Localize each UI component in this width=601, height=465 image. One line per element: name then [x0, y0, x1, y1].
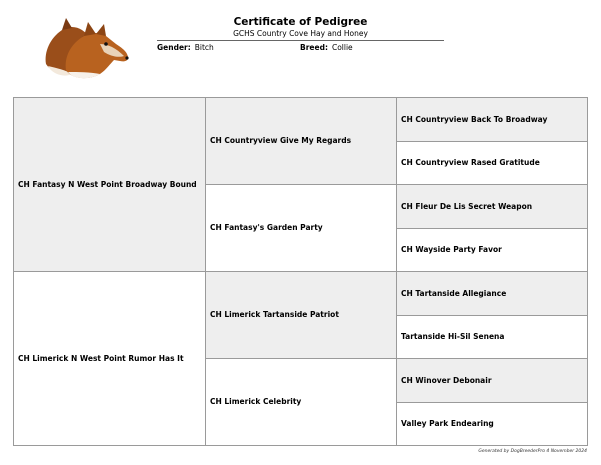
breed-label: Breed:	[300, 43, 328, 52]
gender-field	[157, 43, 214, 53]
great-grandparent-cell-7: CH Winover Debonair	[397, 359, 587, 403]
generated-by-note: Generated by DogBreederPro 4 November 2024	[478, 449, 587, 454]
paternal-grandsire-cell: CH Countryview Give My Regards	[206, 98, 397, 185]
sire-cell: CH Fantasy N West Point Broadway Bound	[14, 98, 206, 272]
pedigree-chart	[13, 97, 588, 446]
great-grandparent-cell-1: CH Countryview Back To Broadway	[397, 98, 587, 142]
maternal-granddam-cell: CH Limerick Celebrity	[206, 359, 397, 445]
certificate-title: Certificate of Pedigree	[233, 16, 368, 28]
great-grandparent-cell-8: Valley Park Endearing	[401, 419, 494, 428]
breed-field	[300, 43, 353, 53]
great-grandparent-cell-6: Tartanside Hi-Sil Senena	[397, 316, 587, 359]
header-divider	[157, 40, 444, 41]
great-grandparent-cell-4: CH Wayside Party Favor	[397, 229, 587, 272]
dog-name: GCHS Country Cove Hay and Honey	[233, 29, 368, 38]
great-grandparent-cell-5: CH Tartanside Allegiance	[397, 272, 587, 316]
breed-value: Collie	[331, 43, 353, 52]
gender-value: Bitch	[194, 43, 214, 52]
collie-heads-logo	[38, 14, 130, 80]
great-grandparent-cell-3: CH Fleur De Lis Secret Weapon	[397, 185, 587, 229]
dam-cell: CH Limerick N West Point Rumor Has It	[14, 272, 206, 445]
great-grandparent-cell-2: CH Countryview Rased Gratitude	[397, 142, 587, 185]
maternal-grandsire-cell: CH Limerick Tartanside Patriot	[206, 272, 397, 359]
gender-label: Gender:	[157, 43, 191, 52]
paternal-granddam-cell: CH Fantasy's Garden Party	[206, 185, 397, 272]
